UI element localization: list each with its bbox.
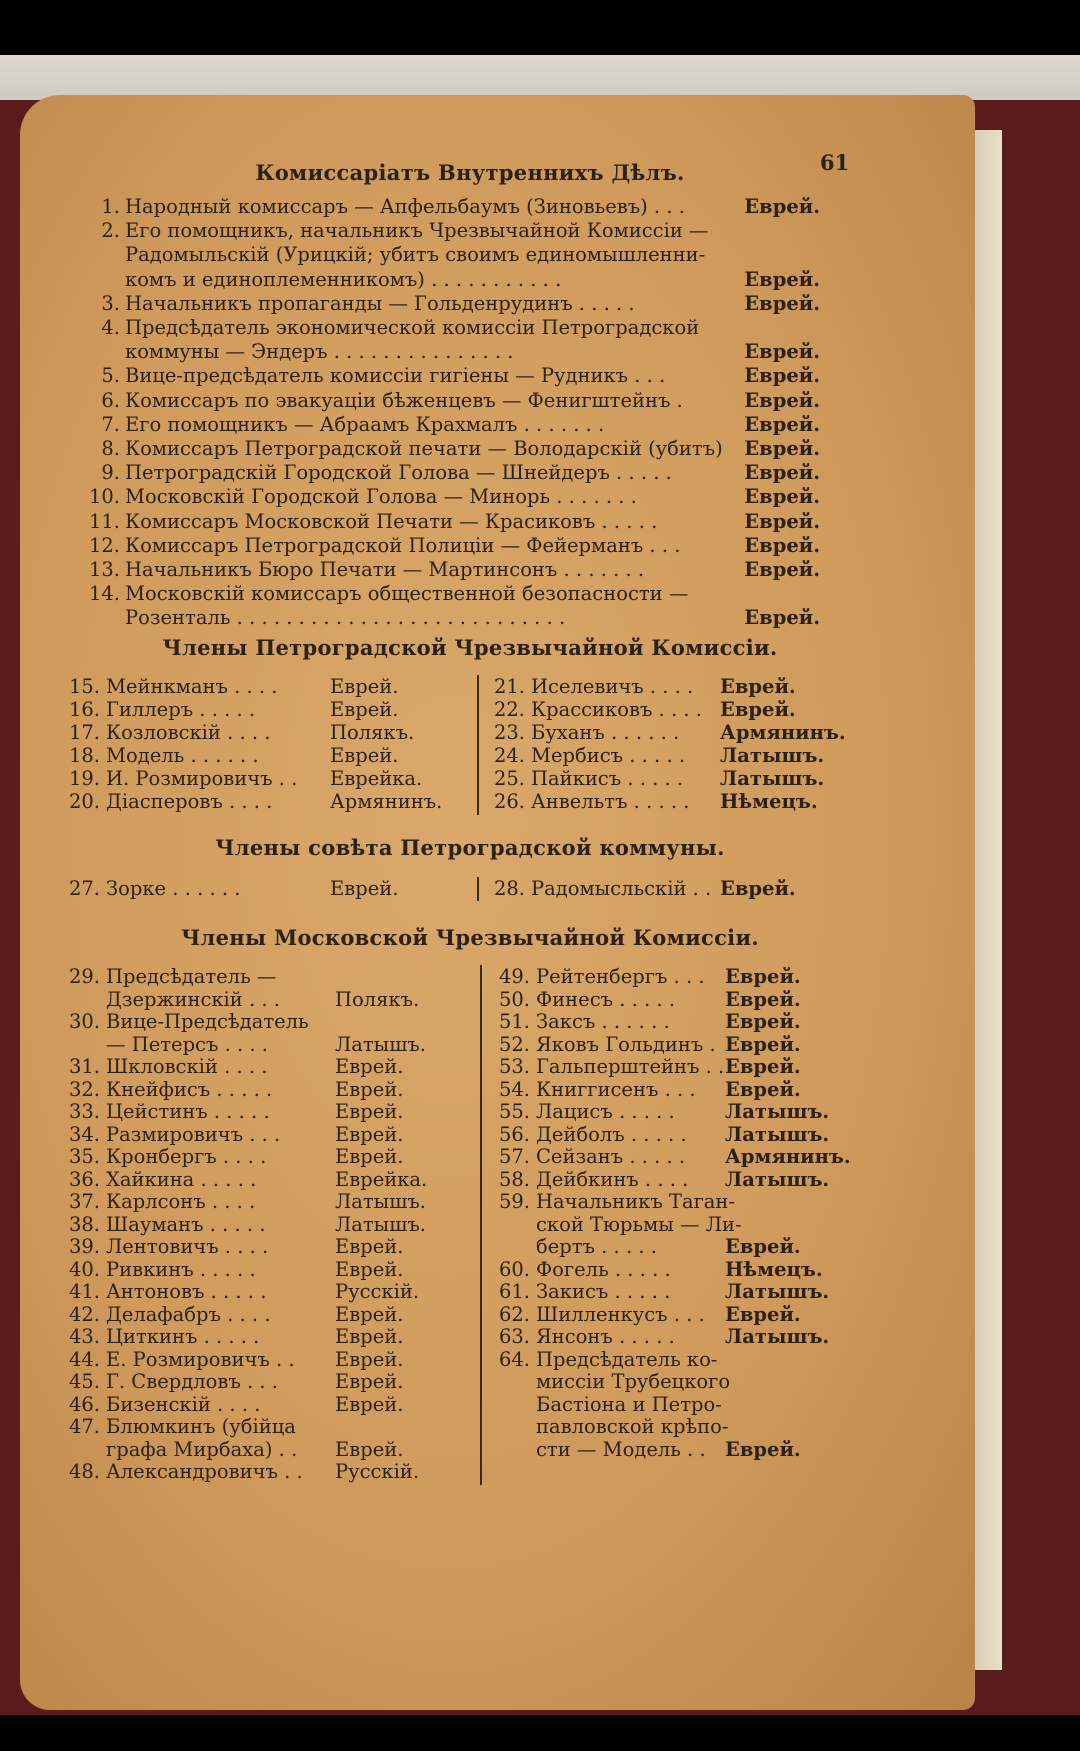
section-title-petrograd-cheka: Члены Петроградской Чрезвычайной Комиссіи. <box>162 635 778 660</box>
item-nationality: Еврей. <box>335 1325 404 1348</box>
item-number: 11. <box>88 509 120 533</box>
item-text: Фогель . . . . . <box>536 1257 671 1281</box>
item-text: Лацисъ . . . . . <box>536 1100 675 1123</box>
item-number: 53. <box>498 1055 530 1078</box>
item-nationality: Еврей. <box>335 1392 404 1416</box>
item-nationality: Полякъ. <box>330 721 415 744</box>
item-text: Гиллеръ . . . . . <box>106 698 256 721</box>
item-nationality: Латышъ. <box>335 1212 426 1236</box>
item-number: 39. <box>68 1235 100 1258</box>
item-number: 36. <box>68 1167 100 1191</box>
list-item <box>60 767 475 790</box>
item-nationality: Еврей. <box>744 533 820 557</box>
item-number: 41. <box>68 1280 100 1303</box>
item-text: Мербисъ . . . . . <box>531 744 686 767</box>
item-nationality: Еврей. <box>744 388 820 412</box>
item-number: 57. <box>498 1145 530 1168</box>
item-text: Заксъ . . . . . . <box>536 1010 670 1033</box>
list-item <box>75 389 820 412</box>
item-number: 56. <box>498 1122 530 1146</box>
item-nationality: Латышъ. <box>725 1167 830 1191</box>
item-text: Діасперовъ . . . . <box>106 790 273 813</box>
list-item: 28. Радомысльскій . . Еврей. <box>493 877 796 900</box>
item-number: 33. <box>68 1100 100 1123</box>
item-number: 37. <box>68 1190 100 1213</box>
item-number: 48. <box>68 1460 100 1483</box>
list-item <box>60 1258 475 1281</box>
list-item <box>75 534 820 557</box>
item-text: Крассиковъ . . . . <box>531 698 702 721</box>
item-number: 9. <box>101 461 120 485</box>
item-number: 3. <box>101 291 120 315</box>
list-item <box>490 1393 890 1416</box>
item-number: 21. <box>493 675 525 698</box>
item-number: 64. <box>498 1347 530 1371</box>
list-item <box>490 1438 890 1461</box>
item-nationality: Латышъ. <box>725 1280 830 1303</box>
item-nationality: Еврей. <box>330 675 399 698</box>
item-nationality: Еврей. <box>725 1010 801 1033</box>
list-item <box>75 461 820 484</box>
list-item <box>485 698 885 721</box>
item-nationality: Еврей. <box>330 744 399 767</box>
item-number: 52. <box>498 1032 530 1056</box>
item-nationality: Еврей. <box>725 987 801 1011</box>
item-nationality: Еврей. <box>335 1145 404 1168</box>
item-nationality: Еврей. <box>720 698 796 721</box>
item-nationality: Еврей. <box>744 606 820 630</box>
list-item <box>490 1213 890 1236</box>
item-text: Яковъ Гольдинъ . <box>536 1032 716 1056</box>
item-nationality: Еврей. <box>744 195 820 218</box>
item-text: Шауманъ . . . . . <box>106 1212 266 1236</box>
list-item <box>60 721 475 744</box>
item-nationality: Еврей. <box>725 1032 801 1056</box>
list-item <box>60 1123 475 1146</box>
item-text: Розенталь . . . . . . . . . . . . . . . . . . . . . . . . . . . <box>125 606 566 630</box>
item-nationality: Армянинъ. <box>725 1145 851 1168</box>
item-number: 23. <box>493 721 525 744</box>
list-item <box>60 1100 475 1123</box>
list-item <box>75 340 820 363</box>
item-text: Предсѣдатель — <box>106 965 277 988</box>
item-nationality: Латышъ. <box>725 1325 830 1348</box>
book-page <box>20 95 975 1710</box>
item-number: 5. <box>101 364 120 388</box>
item-number: 32. <box>68 1077 100 1101</box>
item-text: Шилленкусъ . . . <box>536 1302 705 1326</box>
list-item <box>60 1303 475 1326</box>
item-number: 51. <box>498 1010 530 1033</box>
list-item <box>490 1325 890 1348</box>
item-text: Г. Свердловъ . . . <box>106 1370 278 1393</box>
list-item <box>60 1415 475 1438</box>
list-item <box>490 1078 890 1101</box>
item-nationality: Еврей. <box>744 461 820 485</box>
list-item <box>75 582 820 605</box>
item-nationality: Полякъ. <box>335 987 420 1011</box>
item-nationality: Еврейка. <box>335 1167 428 1191</box>
item-text: И. Розмировичъ . . <box>106 767 298 790</box>
item-text: Лентовичъ . . . . <box>106 1235 269 1258</box>
item-text: Карлсонъ . . . . <box>106 1190 256 1213</box>
item-text: Комиссаръ Петроградской печати — Володарскій (убитъ) <box>125 437 723 460</box>
item-text: Иселевичъ . . . . <box>531 675 694 698</box>
item-text: Финесъ . . . . . <box>536 987 676 1011</box>
item-nationality: Еврей. <box>330 698 399 721</box>
item-text: сти — Модель . . <box>536 1437 706 1461</box>
list-item <box>485 675 885 698</box>
list-item <box>60 1280 475 1303</box>
list-item <box>75 292 820 315</box>
item-number: 40. <box>68 1257 100 1281</box>
list-item <box>490 1145 890 1168</box>
item-number: 49. <box>498 965 530 988</box>
list-item <box>75 485 820 508</box>
list-item <box>485 744 885 767</box>
item-number: 45. <box>68 1370 100 1393</box>
item-number: 58. <box>498 1167 530 1191</box>
item-text: павловской крѣпо- <box>536 1415 729 1438</box>
item-text: Предсѣдатель ко- <box>536 1347 718 1371</box>
item-text: Размировичъ . . . <box>106 1122 281 1146</box>
item-nationality: Русскій. <box>335 1460 420 1483</box>
item-number: 8. <box>101 437 120 460</box>
item-text: Вице-предсѣдатель комиссіи гигіены — Рудникъ . . . <box>125 364 666 388</box>
list-item <box>60 744 475 767</box>
item-text: Александровичъ . . <box>106 1460 303 1483</box>
item-text: Модель . . . . . . <box>106 744 259 767</box>
item-number: 62. <box>498 1302 530 1326</box>
item-nationality: Еврей. <box>335 1055 404 1078</box>
item-nationality: Еврей. <box>744 485 820 509</box>
item-text: ской Тюрьмы — Ли- <box>536 1212 742 1236</box>
list-item <box>60 1348 475 1371</box>
list-item <box>60 1010 475 1033</box>
list-item <box>75 364 820 387</box>
list-item <box>60 1078 475 1101</box>
item-text: Московскій Городской Голова — Минорь . . . . . . . <box>125 485 637 509</box>
item-number: 14. <box>88 582 120 606</box>
item-nationality: Латышъ. <box>720 744 825 767</box>
list-item <box>75 437 820 460</box>
item-text: Книггисенъ . . . <box>536 1077 696 1101</box>
item-number: 35. <box>68 1145 100 1168</box>
item-text: Комиссаръ Московской Печати — Красиковъ . . . . . <box>125 509 658 533</box>
list-item <box>75 243 820 266</box>
item-number: 4. <box>101 316 120 339</box>
list-item <box>60 1168 475 1191</box>
item-nationality: Латышъ. <box>335 1032 426 1056</box>
section-title-petrograd-commune: Члены совѣта Петроградской коммуны. <box>215 835 725 860</box>
list-item <box>60 698 475 721</box>
item-number: 31. <box>68 1055 100 1078</box>
item-text: Буханъ . . . . . . <box>531 721 680 744</box>
item-text: Бастіона и Петро- <box>536 1392 722 1416</box>
item-text: Начальникъ Бюро Печати — Мартинсонъ . . . . . . . <box>125 558 645 581</box>
list-item <box>490 1190 890 1213</box>
item-number: 34. <box>68 1122 100 1146</box>
section-title-moscow-cheka: Члены Московской Чрезвычайной Комиссіи. <box>181 925 759 950</box>
item-number: 63. <box>498 1325 530 1348</box>
item-number: 47. <box>68 1415 100 1438</box>
list-item <box>75 606 820 629</box>
item-text: Радомыльскій (Урицкій; убитъ своимъ единомышленни- <box>125 243 706 267</box>
item-number: 7. <box>101 412 120 436</box>
item-number: 26. <box>493 790 525 813</box>
item-nationality: Еврей. <box>744 509 820 533</box>
item-text: Цейстинъ . . . . . <box>106 1100 270 1123</box>
list-item <box>60 1055 475 1078</box>
list-item <box>60 988 475 1011</box>
item-text: Дейболъ . . . . . <box>536 1122 687 1146</box>
list-item <box>60 1213 475 1236</box>
item-nationality: Латышъ. <box>725 1122 830 1146</box>
list-item <box>60 1033 475 1056</box>
item-nationality: Еврей. <box>744 267 820 291</box>
item-text: миссіи Трубецкого <box>536 1370 731 1393</box>
list-item <box>75 510 820 533</box>
section-title-internal-affairs: Комиссаріатъ Внутреннихъ Дѣлъ. <box>255 160 685 185</box>
item-nationality: Еврей. <box>744 291 820 315</box>
item-text: Московскій комиссаръ общественной безопасности — <box>125 582 689 606</box>
item-number: 19. <box>68 767 100 790</box>
item-number: 6. <box>101 388 120 412</box>
item-nationality: Еврей. <box>744 340 820 364</box>
item-text: Пайкисъ . . . . . <box>531 767 684 790</box>
list-item <box>60 965 475 988</box>
item-text: Антоновъ . . . . . <box>106 1280 267 1303</box>
item-nationality: Еврей. <box>335 1235 404 1258</box>
item-text: Е. Розмировичъ . . <box>106 1347 295 1371</box>
list-item: 27. Зорке . . . . . . Еврей. <box>68 877 399 900</box>
item-number: 12. <box>88 533 120 557</box>
item-text: Предсѣдатель экономической комиссіи Петроградской <box>125 316 700 339</box>
list-item <box>490 1280 890 1303</box>
item-nationality: Русскій. <box>335 1280 420 1303</box>
list-item <box>60 1145 475 1168</box>
column-divider <box>480 965 482 1485</box>
list-item <box>60 1460 475 1483</box>
item-nationality: Нѣмецъ. <box>725 1257 823 1281</box>
item-text: Закисъ . . . . . <box>536 1280 671 1303</box>
item-number: 18. <box>68 744 100 767</box>
item-number: 20. <box>68 790 100 813</box>
item-number: 10. <box>88 485 120 509</box>
item-text: Дзержинскій . . . <box>106 987 280 1011</box>
list-item <box>485 790 885 813</box>
item-nationality: Армянинъ. <box>330 790 443 813</box>
list-item <box>75 268 820 291</box>
item-text: Его помощникъ, начальникъ Чрезвычайной Комиссіи — <box>125 219 709 243</box>
item-text: Янсонъ . . . . . <box>536 1325 675 1348</box>
item-nationality: Еврей. <box>335 1077 404 1101</box>
item-text: Комиссаръ Петроградской Полиціи — Фейерманъ . . . <box>125 533 681 557</box>
item-nationality: Нѣмецъ. <box>720 790 818 813</box>
item-number: 1. <box>101 195 120 218</box>
item-nationality: Латышъ. <box>725 1100 830 1123</box>
item-text: Козловскій . . . . <box>106 721 271 744</box>
item-text: Ривкинъ . . . . . <box>106 1257 256 1281</box>
list-item <box>60 1370 475 1393</box>
item-nationality: Латышъ. <box>335 1190 426 1213</box>
item-text: Начальникъ Таган- <box>536 1190 735 1213</box>
item-nationality: Еврей. <box>725 1437 801 1461</box>
item-text: комъ и единоплеменникомъ) . . . . . . . . . . . <box>125 267 562 291</box>
item-text: Кнейфисъ . . . . . <box>106 1077 273 1101</box>
item-number: 43. <box>68 1325 100 1348</box>
item-nationality: Еврей. <box>725 1055 801 1078</box>
item-text: Гальперштейнъ . . <box>536 1055 725 1078</box>
list-item <box>490 1235 890 1258</box>
item-number: 44. <box>68 1347 100 1371</box>
item-nationality: Еврей. <box>335 1257 404 1281</box>
item-number: 13. <box>88 558 120 581</box>
list-item <box>490 988 890 1011</box>
list-item <box>485 767 885 790</box>
item-nationality: Еврей. <box>744 558 820 581</box>
list-item <box>490 1370 890 1393</box>
item-nationality: Еврей. <box>335 1347 404 1371</box>
list-item <box>60 1235 475 1258</box>
item-number: 24. <box>493 744 525 767</box>
item-nationality: Еврей. <box>744 364 820 388</box>
list-item <box>60 790 475 813</box>
list-item <box>60 1190 475 1213</box>
item-nationality: Еврей. <box>335 1370 404 1393</box>
item-text: Народный комиссаръ — Апфельбаумъ (Зиновьевъ) . . . <box>125 195 685 218</box>
item-text: Делафабръ . . . . <box>106 1302 271 1326</box>
list-item <box>75 558 820 581</box>
item-text: Вице-Предсѣдатель <box>106 1010 309 1033</box>
item-text: Дейбкинъ . . . . <box>536 1167 689 1191</box>
item-text: Шкловскій . . . . <box>106 1055 268 1078</box>
item-text: Мейнкманъ . . . . <box>106 675 278 698</box>
item-number: 22. <box>493 698 525 721</box>
list-item <box>490 1258 890 1281</box>
item-number: 16. <box>68 698 100 721</box>
item-nationality: Еврей. <box>725 965 801 988</box>
item-nationality: Армянинъ. <box>720 721 846 744</box>
list-item <box>490 1168 890 1191</box>
item-nationality: Еврей. <box>335 1122 404 1146</box>
list-item <box>490 965 890 988</box>
item-number: 17. <box>68 721 100 744</box>
item-text: Комиссаръ по эвакуаціи бѣженцевъ — Фенигштейнъ . <box>125 388 683 412</box>
bottom-border <box>0 1715 1080 1751</box>
list-item <box>490 1010 890 1033</box>
list-item <box>75 219 820 242</box>
item-text: — Петерсъ . . . . <box>106 1032 268 1056</box>
item-nationality: Еврей. <box>335 1437 404 1461</box>
item-number: 46. <box>68 1392 100 1416</box>
list-item <box>490 1033 890 1056</box>
list-item <box>60 1393 475 1416</box>
list-item <box>490 1348 890 1371</box>
item-nationality: Латышъ. <box>720 767 825 790</box>
item-text: Петроградскій Городской Голова — Шнейдеръ . . . . . <box>125 461 672 485</box>
list-item <box>490 1415 890 1438</box>
list-item <box>60 1325 475 1348</box>
item-text: Рейтенбергъ . . . <box>536 965 705 988</box>
item-text: бертъ . . . . . <box>536 1235 657 1258</box>
item-text: Анвельтъ . . . . . <box>531 790 690 813</box>
column-divider <box>477 675 479 815</box>
item-nationality: Еврей. <box>725 1302 801 1326</box>
item-text: Хайкина . . . . . <box>106 1167 257 1191</box>
item-number: 55. <box>498 1100 530 1123</box>
list-item <box>490 1303 890 1326</box>
list-item <box>75 195 820 218</box>
list-item <box>75 316 820 339</box>
item-nationality: Еврейка. <box>330 767 423 790</box>
list-item <box>75 413 820 436</box>
list-item <box>490 1100 890 1123</box>
list-item <box>485 721 885 744</box>
item-nationality: Еврей. <box>335 1302 404 1326</box>
item-nationality: Еврей. <box>725 1077 801 1101</box>
list-item <box>60 1438 475 1461</box>
item-number: 38. <box>68 1212 100 1236</box>
item-nationality: Еврей. <box>725 1235 801 1258</box>
item-number: 15. <box>68 675 100 698</box>
item-number: 29. <box>68 965 100 988</box>
list-item <box>60 675 475 698</box>
item-text: графа Мирбаха) . . <box>106 1437 298 1461</box>
item-number: 30. <box>68 1010 100 1033</box>
item-text: коммуны — Эндеръ . . . . . . . . . . . . . . . <box>125 340 514 364</box>
list-item <box>490 1055 890 1078</box>
list-item <box>490 1123 890 1146</box>
item-number: 42. <box>68 1302 100 1326</box>
item-text: Его помощникъ — Абраамъ Крахмалъ . . . . . . . <box>125 412 605 436</box>
page-number: 61 <box>820 150 850 175</box>
item-text: Кронбергъ . . . . <box>106 1145 267 1168</box>
item-nationality: Еврей. <box>744 437 820 460</box>
item-text: Циткинъ . . . . . <box>106 1325 260 1348</box>
item-number: 25. <box>493 767 525 790</box>
item-number: 2. <box>101 219 120 243</box>
item-text: Начальникъ пропаганды — Гольденрудинъ . . . . . <box>125 291 635 315</box>
item-text: Бизенскій . . . . <box>106 1392 261 1416</box>
item-nationality: Еврей. <box>744 412 820 436</box>
item-text: Сейзанъ . . . . . <box>536 1145 686 1168</box>
item-number: 61. <box>498 1280 530 1303</box>
item-nationality: Еврей. <box>335 1100 404 1123</box>
item-number: 50. <box>498 987 530 1011</box>
item-number: 59. <box>498 1190 530 1213</box>
item-text: Блюмкинъ (убійца <box>106 1415 296 1438</box>
item-number: 60. <box>498 1257 530 1281</box>
item-number: 54. <box>498 1077 530 1101</box>
column-divider <box>477 877 479 901</box>
item-nationality: Еврей. <box>720 675 796 698</box>
